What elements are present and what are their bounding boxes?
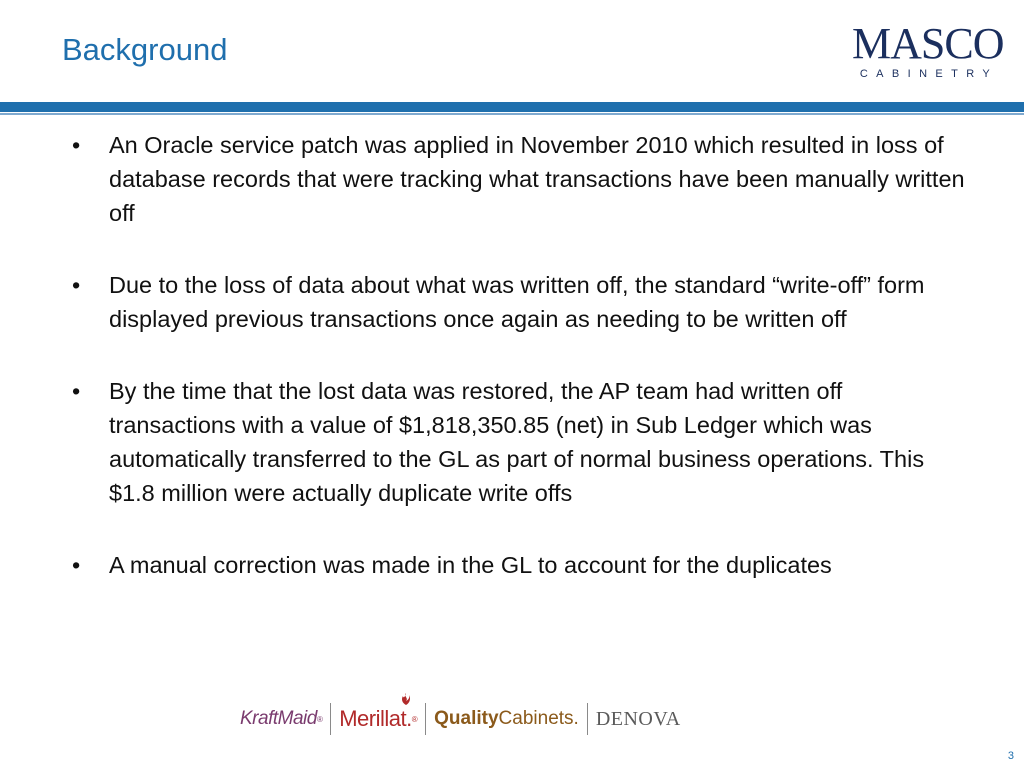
bullet-text: An Oracle service patch was applied in November 2010 which resulted in loss of database records that were tracking what transactions have been manually written off	[109, 132, 965, 226]
bullet-item	[72, 374, 972, 510]
header-rule-thin	[0, 113, 1024, 115]
page-number: 3	[1007, 750, 1014, 762]
bullet-item	[72, 268, 972, 336]
kraftmaid-logo	[240, 708, 322, 730]
bullet-marker: •	[72, 272, 81, 298]
brand-divider	[330, 703, 331, 735]
brand-logos-strip	[240, 700, 785, 738]
logo-subtitle: CABINETRY	[859, 68, 999, 80]
slide-title: Background	[62, 32, 228, 67]
quality-wordmark: Quality	[434, 708, 499, 729]
brand-divider	[425, 703, 426, 735]
bullet-marker: •	[72, 552, 81, 578]
bullet-marker: •	[72, 378, 81, 404]
bullet-item	[72, 128, 972, 230]
bullet-item	[72, 548, 972, 582]
quality-cabinets-logo	[434, 708, 579, 730]
merillat-logo	[339, 706, 417, 732]
brand-divider	[587, 703, 588, 735]
kraftmaid-wordmark: KraftMaid	[240, 708, 317, 729]
bullet-text: A manual correction was made in the GL to account for the duplicates	[109, 552, 832, 578]
masco-cabinetry-logo	[852, 19, 1004, 80]
merillat-flame-icon	[399, 692, 413, 706]
merillat-registered-mark: ®	[411, 714, 418, 724]
header-rule	[0, 102, 1024, 112]
denova-logo	[596, 708, 681, 731]
cabinets-wordmark: Cabinets.	[498, 708, 579, 729]
denova-wordmark: DENOVA	[595, 707, 681, 730]
kraftmaid-registered-mark: ®	[316, 714, 323, 724]
bullet-text: Due to the loss of data about what was written off, the standard “write-off” form displayed previous transactions once again as needing to be written off	[109, 272, 925, 332]
merillat-wordmark: Merillat.	[339, 706, 412, 731]
logo-wordmark: MASCO	[852, 19, 1004, 68]
bullet-marker: •	[72, 132, 81, 158]
bullet-list	[72, 128, 972, 620]
bullet-text: By the time that the lost data was restored, the AP team had written off transactions with a value of $1,818,350.85 (net) in Sub Ledger which was automatically transferred to the GL as part of normal business operations. This $1.8 million were actually duplicate write offs	[109, 378, 925, 506]
